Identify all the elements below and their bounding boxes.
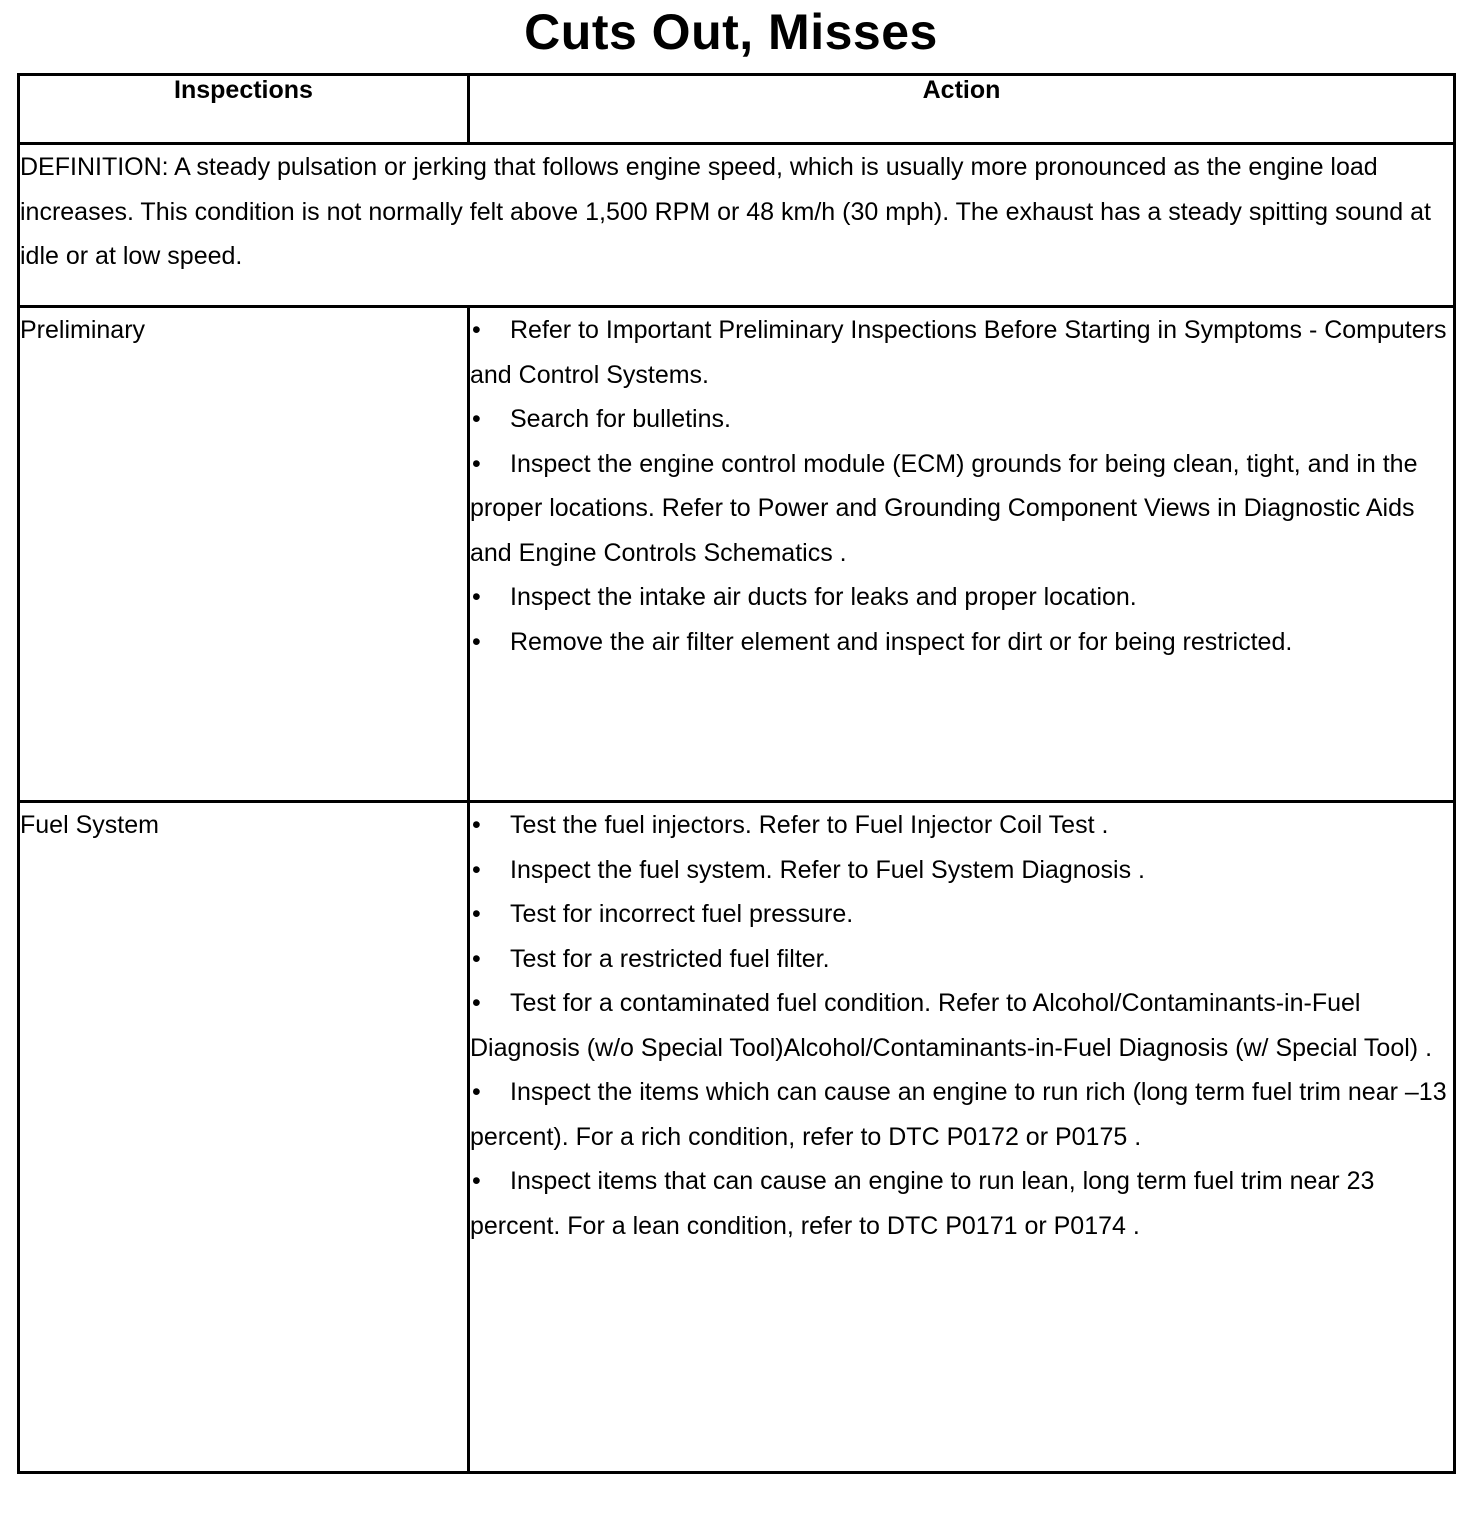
action-item <box>470 575 1453 620</box>
table-row <box>19 802 1455 1473</box>
action-item <box>470 892 1453 937</box>
action-cell <box>469 307 1455 802</box>
action-item <box>470 620 1453 665</box>
action-item-text: Inspect items that can cause an engine to run lean, long term fuel trim near 23 percent. For a lean condition, refer to DTC P0171 or P0174 . <box>470 1167 1375 1240</box>
page-title: Cuts Out, Misses <box>524 4 938 60</box>
table-row <box>19 307 1455 802</box>
action-item-text: Test the fuel injectors. Refer to Fuel Injector Coil Test . <box>510 811 1109 839</box>
column-header-action: Action <box>469 75 1455 144</box>
action-item <box>470 848 1453 893</box>
bullet-icon: • <box>472 316 481 344</box>
action-item <box>470 1070 1453 1159</box>
action-item <box>470 1159 1453 1248</box>
bullet-icon: • <box>472 989 481 1017</box>
action-item-text: Search for bulletins. <box>510 405 731 433</box>
action-item <box>470 397 1453 442</box>
bullet-icon: • <box>472 405 481 433</box>
diagnostic-table <box>17 73 1456 1474</box>
column-header-inspections: Inspections <box>19 75 469 144</box>
action-item <box>470 803 1453 848</box>
action-item <box>470 308 1453 397</box>
action-item-text: Inspect the fuel system. Refer to Fuel System Diagnosis . <box>510 855 1145 884</box>
bullet-icon: • <box>472 811 481 839</box>
action-item-text: Refer to Important Preliminary Inspections Before Starting in Symptoms - Computers and Control Systems. <box>470 316 1447 389</box>
bullet-icon: • <box>472 583 481 611</box>
bullet-icon: • <box>472 1167 481 1195</box>
bullet-icon: • <box>472 449 481 478</box>
action-item-text: Inspect the engine control module (ECM) grounds for being clean, tight, and in the proper locations. Refer to Power and Grounding Component Views in Diagnostic Aids and Engine Controls Schematics . <box>470 449 1418 567</box>
inspection-cell: Fuel System <box>19 802 469 1473</box>
bullet-icon: • <box>472 627 481 656</box>
inspection-cell: Preliminary <box>19 307 469 802</box>
bullet-icon: • <box>472 900 481 928</box>
action-item-text: Test for a contaminated fuel condition. Refer to Alcohol/Contaminants-in-Fuel Diagnosis (w/o Special Tool)Alcohol/Contaminants-in-Fuel Diagnosis (w/ Special Tool) . <box>470 989 1433 1062</box>
action-item <box>470 442 1453 576</box>
bullet-icon: • <box>472 855 481 884</box>
bullet-icon: • <box>472 1078 481 1106</box>
action-item <box>470 981 1453 1070</box>
bullet-icon: • <box>472 944 481 973</box>
action-item <box>470 937 1453 982</box>
table-header-row <box>19 75 1455 144</box>
definition-text: DEFINITION: A steady pulsation or jerking that follows engine speed, which is usually more pronounced as the engine load increases. This condition is not normally felt above 1,500 RPM or 48 km/h (30 mph). The exhaust has a steady spitting sound at idle or at low speed. <box>19 144 1455 307</box>
action-item-text: Remove the air filter element and inspect for dirt or for being restricted. <box>510 627 1293 656</box>
action-item-text: Inspect the intake air ducts for leaks and proper location. <box>510 583 1137 611</box>
action-item-text: Test for incorrect fuel pressure. <box>510 900 854 928</box>
definition-row <box>19 144 1455 307</box>
action-item-text: Inspect the items which can cause an engine to run rich (long term fuel trim near –13 percent). For a rich condition, refer to DTC P0172 or P0175 . <box>470 1078 1447 1151</box>
action-item-text: Test for a restricted fuel filter. <box>510 944 830 973</box>
action-cell <box>469 802 1455 1473</box>
